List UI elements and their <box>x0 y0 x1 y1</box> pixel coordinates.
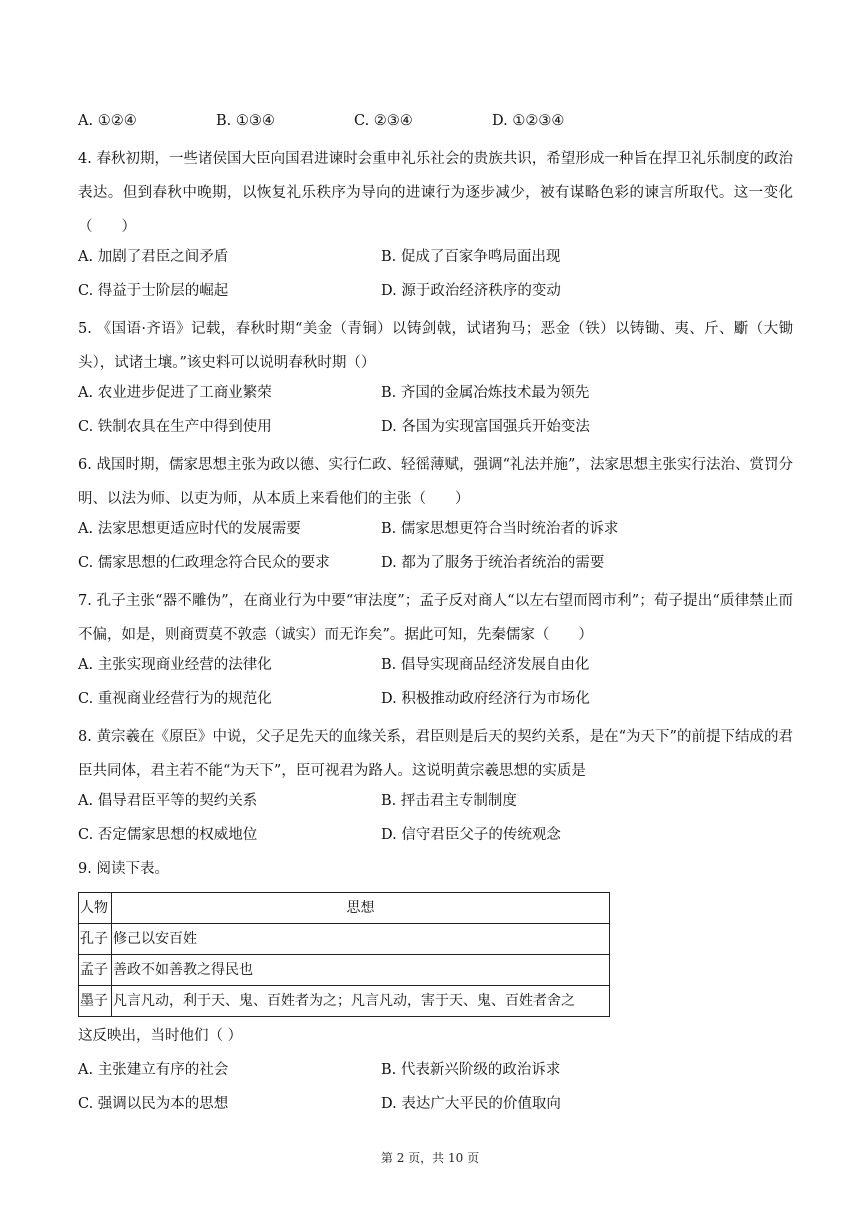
q7-stem: 7. 孔子主张“器不雕伪”，在商业行为中要“审法度”；孟子反对商人“以左右望而罔市利”；荀子提出“质律禁止而不偏，如是，则商贾莫不敦悫（诚实）而无诈矣”。据此可知，先秦儒家（ ） <box>78 593 793 643</box>
q4-stem: 4. 春秋初期，一些诸侯国大臣向国君进谏时会重申礼乐社会的贵族共识，希望形成一种旨在捍卫礼乐制度的政治表达。但到春秋中晚期，以恢复礼乐秩序为导向的进谏行为逐步减少，被有谋略色彩的谏言所取代。这一变化（ ） <box>78 151 793 235</box>
q3-options <box>78 108 793 142</box>
q8-option-a[interactable]: A. 倡导君臣平等的契约关系 <box>78 793 258 809</box>
q7-options-row1 <box>78 652 793 686</box>
q8-option-c[interactable]: C. 否定儒家思想的权威地位 <box>78 827 258 843</box>
table-header-person: 人物 <box>79 893 112 924</box>
q3-option-d[interactable]: D. ①②③④ <box>492 113 565 129</box>
q7-options-row2 <box>78 686 793 720</box>
q7-option-d[interactable]: D. 积极推动政府经济行为市场化 <box>381 691 590 707</box>
q6-options-row2 <box>78 550 793 584</box>
q6-option-c[interactable]: C. 儒家思想的仁政理念符合民众的要求 <box>78 555 330 571</box>
q9-table <box>78 892 610 1017</box>
q9-option-b[interactable]: B. 代表新兴阶级的政治诉求 <box>381 1062 561 1078</box>
q5-stem: 5. 《国语·齐语》记载，春秋时期“美金（青铜）以铸剑戟，试诸狗马；恶金（铁）以铸锄、夷、斤、斸（大锄头），试诸土壤。”该史料可以说明春秋时期（） <box>78 321 793 371</box>
page-footer: 第 2 页，共 10 页 <box>380 1151 480 1165</box>
q4-option-a[interactable]: A. 加剧了君臣之间矛盾 <box>78 249 229 265</box>
q4-option-c[interactable]: C. 得益于士阶层的崛起 <box>78 283 229 299</box>
q4-option-b[interactable]: B. 促成了百家争鸣局面出现 <box>381 249 561 265</box>
table-cell-thought: 善政不如善教之得民也 <box>112 955 610 986</box>
q9-stem: 9. 阅读下表。 <box>78 861 169 877</box>
table-header-row <box>79 893 610 924</box>
q7-option-b[interactable]: B. 倡导实现商品经济发展自由化 <box>381 657 590 673</box>
q5-options-row1 <box>78 380 793 414</box>
q3-option-b[interactable]: B. ①③④ <box>216 113 275 129</box>
q5-option-c[interactable]: C. 铁制农具在生产中得到使用 <box>78 419 272 435</box>
q3-option-c[interactable]: C. ②③④ <box>354 113 413 129</box>
q7-option-a[interactable]: A. 主张实现商业经营的法律化 <box>78 657 272 673</box>
q4-options-row2 <box>78 278 793 312</box>
q9-option-d[interactable]: D. 表达广大平民的价值取向 <box>381 1096 561 1112</box>
table-row <box>79 986 610 1017</box>
q9-option-c[interactable]: C. 强调以民为本的思想 <box>78 1096 229 1112</box>
q5-options-row2 <box>78 414 793 448</box>
q4-option-d[interactable]: D. 源于政治经济秩序的变动 <box>381 283 561 299</box>
q9-option-a[interactable]: A. 主张建立有序的社会 <box>78 1062 229 1078</box>
q8-options-row1 <box>78 788 793 822</box>
table-cell-thought: 凡言凡动，利于天、鬼、百姓者为之；凡言凡动，害于天、鬼、百姓者舍之 <box>112 986 610 1017</box>
q8-option-d[interactable]: D. 信守君臣父子的传统观念 <box>381 827 561 843</box>
q5-option-a[interactable]: A. 农业进步促进了工商业繁荣 <box>78 385 272 401</box>
q6-stem: 6. 战国时期，儒家思想主张为政以德、实行仁政、轻徭薄赋，强调“礼法并施”，法家思想主张实行法治、赏罚分明、以法为师、以吏为师，从本质上来看他们的主张（ ） <box>78 457 793 507</box>
q3-option-a[interactable]: A. ①②④ <box>78 113 137 129</box>
q6-option-d[interactable]: D. 都为了服务于统治者统治的需要 <box>381 555 605 571</box>
q9-options-row1 <box>78 1057 793 1091</box>
table-cell-thought: 修己以安百姓 <box>112 924 610 955</box>
q8-option-b[interactable]: B. 抨击君主专制制度 <box>381 793 517 809</box>
table-cell-person: 孔子 <box>79 924 112 955</box>
table-row <box>79 955 610 986</box>
q4-options-row1 <box>78 244 793 278</box>
table-row <box>79 924 610 955</box>
exam-page <box>78 108 793 1125</box>
table-cell-person: 孟子 <box>79 955 112 986</box>
q8-options-row2 <box>78 822 793 856</box>
q6-options-row1 <box>78 516 793 550</box>
table-header-thought: 思想 <box>112 893 610 924</box>
q5-option-d[interactable]: D. 各国为实现富国强兵开始变法 <box>381 419 590 435</box>
table-cell-person: 墨子 <box>79 986 112 1017</box>
q9-options-row2 <box>78 1091 793 1125</box>
q7-option-c[interactable]: C. 重视商业经营行为的规范化 <box>78 691 272 707</box>
q6-option-a[interactable]: A. 法家思想更适应时代的发展需要 <box>78 521 301 537</box>
q5-option-b[interactable]: B. 齐国的金属冶炼技术最为领先 <box>381 385 590 401</box>
q6-option-b[interactable]: B. 儒家思想更符合当时统治者的诉求 <box>381 521 619 537</box>
q8-stem: 8. 黄宗羲在《原臣》中说，父子足先天的血缘关系，君臣则是后天的契约关系，是在“为天下”的前提下结成的君臣共同体，君主若不能“为天下”，臣可视君为路人。这说明黄宗羲思想的实质是 <box>78 729 793 779</box>
q9-after-text: 这反映出，当时他们（ ） <box>78 1028 243 1044</box>
